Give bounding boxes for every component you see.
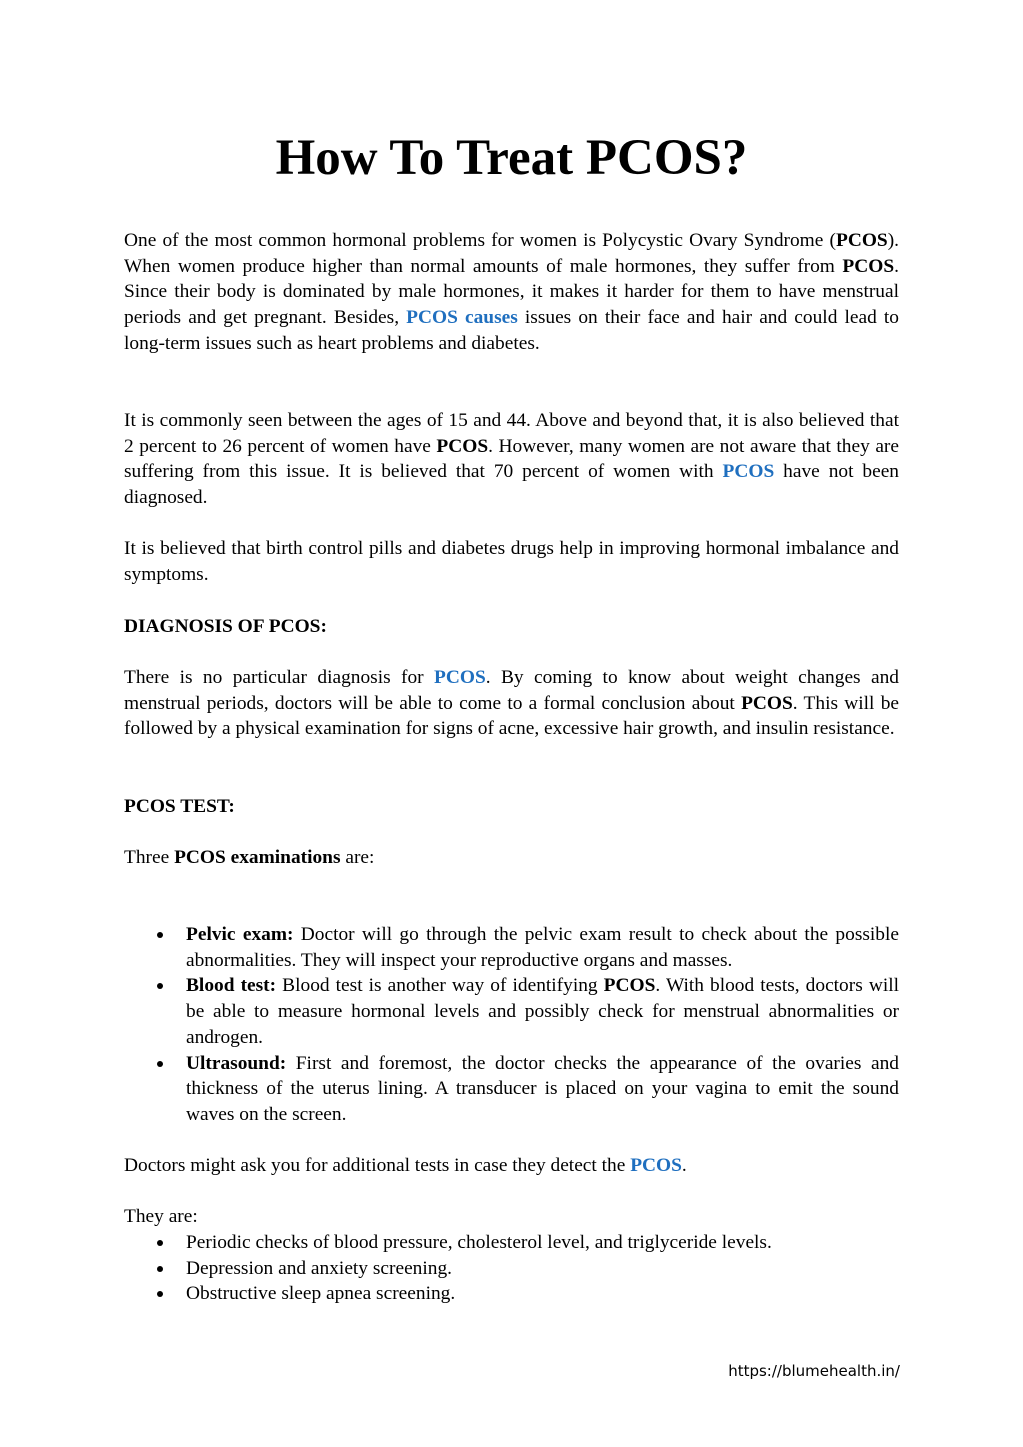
diagnosis-paragraph: There is no particular diagnosis for PCOS. By coming to know about weight changes and menstrual periods, doctors will be able to come to a formal conclusion about PCOS. This will be followed by a physical examination for signs of acne, excessive hair growth, and insulin resistance. <box>124 667 899 740</box>
list-item: Pelvic exam: Doctor will go through the pelvic exam result to check about the possible abnormalities. They will inspect your reproductive organs and masses. <box>124 922 899 973</box>
additional-tests-intro: Doctors might ask you for additional tests in case they detect the PCOS. <box>124 1155 687 1176</box>
intro-paragraph: One of the most common hormonal problems for women is Polycystic Ovary Syndrome (PCOS). When women produce higher than normal amounts of male hormones, they suffer from PCOS. Since their body is dominated by male hormones, it makes it harder for them to have menstrual periods and get pregnant. Besides, PCOS causes issues on their face and hair and could lead to long-term issues such as heart problems and diabetes. <box>124 230 899 354</box>
additional-tests-list <box>124 1230 899 1307</box>
treatment-paragraph: It is believed that birth control pills and diabetes drugs help in improving hormonal imbalance and symptoms. <box>124 538 899 585</box>
list-item: Blood test: Blood test is another way of identifying PCOS. With blood tests, doctors will be able to measure hormonal levels and possibly check for menstrual abnormalities or androgen. <box>124 973 899 1050</box>
list-item: Obstructive sleep apnea screening. <box>124 1281 899 1307</box>
they-are-label: They are: <box>124 1206 198 1227</box>
pcos-link[interactable]: PCOS <box>434 667 486 688</box>
examinations-intro: Three PCOS examinations are: <box>124 847 375 868</box>
test-heading: PCOS TEST: <box>124 796 235 817</box>
list-item: Depression and anxiety screening. <box>124 1256 899 1282</box>
list-item: Periodic checks of blood pressure, cholesterol level, and triglyceride levels. <box>124 1230 899 1256</box>
footer-url[interactable]: https://blumehealth.in/ <box>728 1362 900 1380</box>
pcos-link[interactable]: PCOS <box>722 461 775 483</box>
pcos-causes-link[interactable]: PCOS causes <box>406 307 518 329</box>
diagnosis-heading: DIAGNOSIS OF PCOS: <box>124 616 327 637</box>
page-title: How To Treat PCOS? <box>275 130 748 186</box>
examinations-list <box>124 922 899 1128</box>
list-item: Ultrasound: First and foremost, the doctor checks the appearance of the ovaries and thickness of the uterus lining. A transducer is placed on your vagina to emit the sound waves on the screen. <box>124 1051 899 1128</box>
prevalence-paragraph: It is commonly seen between the ages of 15 and 44. Above and beyond that, it is also believed that 2 percent to 26 percent of women have PCOS. However, many women are not aware that they are suffering from this issue. It is believed that 70 percent of women with PCOS have not been diagnosed. <box>124 410 899 509</box>
pcos-link[interactable]: PCOS <box>630 1155 682 1176</box>
